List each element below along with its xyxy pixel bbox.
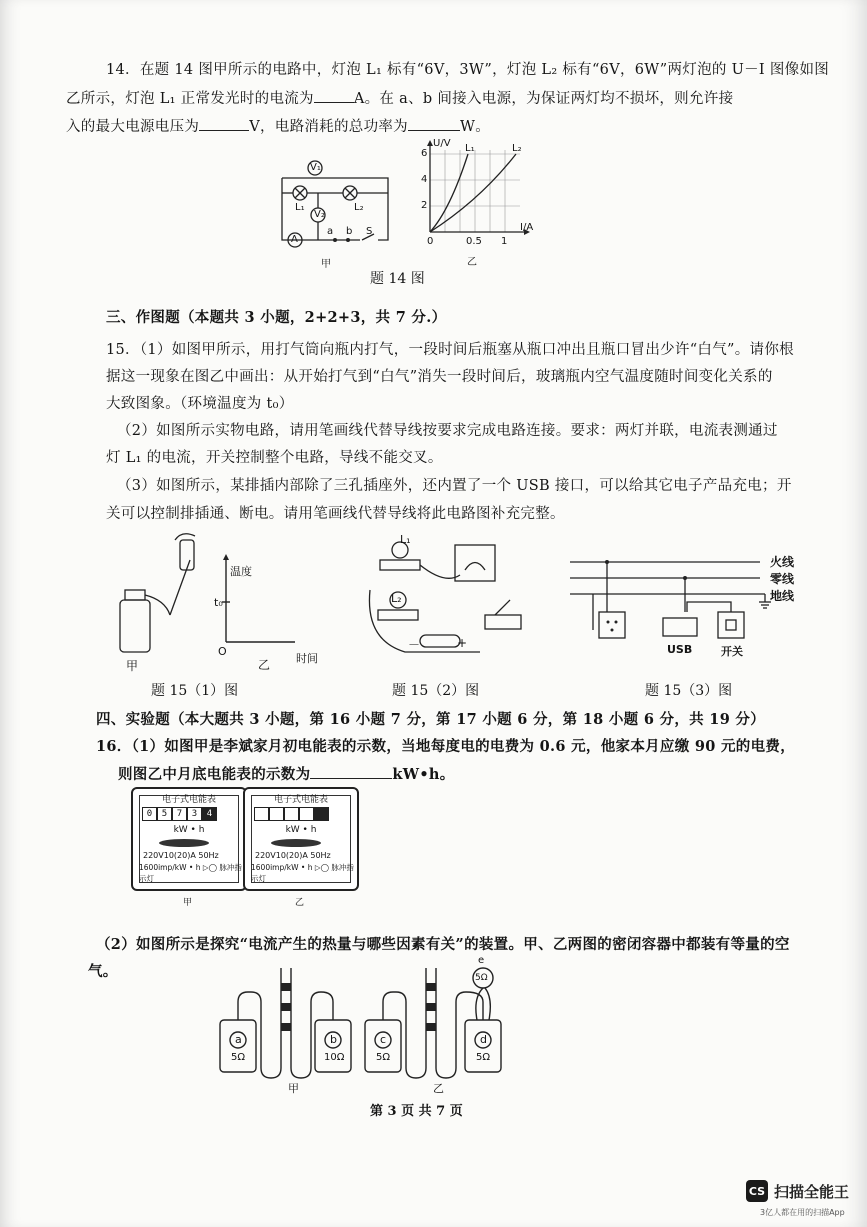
- meter-yi-disc-icon: [271, 839, 321, 847]
- q16-1-line2: [118, 763, 455, 784]
- q14-line2: [66, 87, 733, 108]
- fig15-1-jia: 甲: [126, 659, 139, 673]
- camscanner-slogan: 3亿人都在用的扫描App: [760, 1208, 845, 1217]
- container-b-label: b: [330, 1033, 337, 1046]
- meter-jia-digit-4: 3: [187, 807, 202, 821]
- container-d-label: d: [480, 1033, 487, 1046]
- meter-jia-digit-5: 4: [202, 807, 217, 821]
- q16-2-line2: 气。: [88, 963, 118, 980]
- graph-xtick-0: 0: [427, 236, 434, 247]
- q14-line1: 14．在题 14 图甲所示的电路中，灯泡 L₁ 标有“6V，3W”，灯泡 L₂ 标有“6V，6W”两灯泡的 U－I 图像如图: [106, 62, 830, 78]
- meter-jia-digit-2: 5: [157, 807, 172, 821]
- energy-meter-jia: [131, 787, 247, 891]
- fig15-2-plus: +: [457, 636, 468, 650]
- v2-label: V₂: [314, 209, 325, 220]
- live-wire-label: 火线: [770, 555, 795, 569]
- q14-ui-graph: [420, 140, 540, 250]
- section3-heading: 三、作图题（本题共 3 小题，2+2+3，共 7 分.）: [106, 309, 447, 326]
- q14-line3b: V，电路消耗的总功率为: [249, 119, 408, 135]
- fig15-2-l2: L₂: [391, 592, 402, 605]
- answer-blank-power[interactable]: [408, 116, 460, 131]
- meter-jia-digit-3: 7: [172, 807, 187, 821]
- q15-1-line1: 15．（1）如图甲所示，用打气筒向瓶内打气，一段时间后瓶塞从瓶口冲出且瓶口冒出少许“白气”。请你根: [106, 342, 794, 358]
- meter-jia-unit: kW • h: [173, 825, 205, 835]
- q14-circuit-diagram: [270, 150, 390, 265]
- fig15-1-t0-label: t₀: [214, 596, 223, 609]
- q14-line3c: W。: [459, 119, 490, 135]
- q14-figure-caption: 题 14 图: [370, 271, 425, 287]
- graph-ytick-2: 2: [421, 200, 428, 211]
- graph-xtick-05: 0.5: [466, 236, 482, 247]
- q14-line3a: 入的最大电源电压为: [66, 119, 200, 135]
- container-a-label: a: [235, 1033, 242, 1046]
- meter-jia-spec2: 1600imp/kW • h ▷◯ 脉冲指示灯: [139, 863, 242, 883]
- l2-label: L₂: [354, 202, 364, 213]
- meter-jia-spec: 220V10(20)A 50Hz: [143, 851, 219, 860]
- terminal-b-label: b: [346, 226, 353, 237]
- energy-meter-yi: [243, 787, 359, 891]
- graph-xlabel: I/A: [520, 222, 534, 233]
- fig15-2-minus: －: [408, 638, 421, 652]
- q16-1-line1: 16．（1）如图甲是李斌家月初电能表的示数，当地每度电的电费为 0.6 元，他家本月应缴 90 元的电费，: [96, 738, 796, 755]
- q16-2-line1: （2）如图所示是探究“电流产生的热量与哪些因素有关”的装置。甲、乙两图的密闭容器中都装有等量的空: [96, 936, 790, 953]
- resistor-c-value: 5Ω: [376, 1052, 391, 1063]
- fig15-1-yi: 乙: [258, 658, 271, 672]
- meter-yi-title: 电子式电能表: [273, 795, 328, 805]
- q15-2-line2: 灯 L₁ 的电流，开关控制整个电路，导线不能交叉。: [106, 450, 443, 466]
- meter-yi-digit-4: [299, 807, 314, 821]
- terminal-a-label: a: [327, 226, 334, 237]
- fig15-3-caption: 题 15（3）图: [645, 683, 733, 699]
- graph-ytick-4: 4: [421, 174, 428, 185]
- switch-s-label: S: [366, 226, 373, 237]
- v1-label: V₁: [310, 162, 321, 173]
- q16-1-line2a: 则图乙中月底电能表的示数为: [118, 766, 311, 783]
- page-number: 第 3 页 共 7 页: [370, 1104, 463, 1119]
- meter-jia-title: 电子式电能表: [161, 795, 216, 805]
- camscanner-logo-text: 扫描全能王: [774, 1182, 850, 1201]
- l1-label: L₁: [295, 202, 305, 213]
- resistor-d-value: 5Ω: [476, 1052, 491, 1063]
- graph-ylabel: U/V: [433, 138, 451, 149]
- meter-yi-caption: 乙: [295, 898, 305, 908]
- answer-blank-voltage[interactable]: [199, 116, 249, 131]
- circuit-caption: 甲: [321, 259, 331, 270]
- ground-wire-label: 地线: [770, 589, 795, 603]
- graph-caption: 乙: [467, 257, 477, 268]
- usb-label: USB: [667, 643, 693, 656]
- fig15-1-temp-label: 温度: [230, 565, 252, 578]
- resistor-b-value: 10Ω: [324, 1052, 345, 1063]
- meter-jia-caption: 甲: [183, 898, 193, 908]
- q16-1-line2c: kW•h。: [392, 766, 455, 783]
- meter-yi-digit-3: [284, 807, 299, 821]
- graph-ytick-6: 6: [421, 148, 428, 159]
- meter-yi-digits: [254, 807, 329, 821]
- fig15-1-caption: 题 15（1）图: [151, 683, 239, 699]
- fig15-2-drawing: [360, 530, 540, 670]
- apparatus-yi-caption: 乙: [433, 1082, 444, 1095]
- q15-3-line1: （3）如图所示，某排插内部除了三孔插座外，还内置了一个 USB 接口，可以给其它电子产品充电；开: [117, 478, 792, 494]
- fig15-1-time-label: 时间: [296, 652, 318, 665]
- meter-jia-disc-icon: [159, 839, 209, 847]
- container-c-label: c: [380, 1033, 387, 1046]
- apparatus-jia-caption: 甲: [288, 1082, 299, 1095]
- q14-line2b: A。在 a、b 间接入电源，为保证两灯均不损坏，则允许接: [353, 91, 734, 107]
- answer-blank-current[interactable]: [314, 88, 354, 103]
- q15-1-line2: 据这一现象在图乙中画出：从开始打气到“白气”消失一段时间后，玻璃瓶内空气温度随时间变化关系的: [106, 369, 773, 385]
- answer-blank-meter-reading[interactable]: [310, 764, 392, 779]
- meter-jia-digit-1: 0: [142, 807, 157, 821]
- resistor-e-label: e: [478, 955, 485, 966]
- q14-line2a: 乙所示，灯泡 L₁ 正常发光时的电流为: [66, 91, 314, 107]
- q14-line3: [66, 115, 490, 136]
- section4-heading: 四、实验题（本大题共 3 小题，第 16 小题 7 分，第 17 小题 6 分，第 18 小题 6 分，共 19 分）: [96, 711, 766, 728]
- switch-label: 开关: [721, 645, 743, 658]
- resistor-a-value: 5Ω: [231, 1052, 246, 1063]
- neutral-wire-label: 零线: [770, 572, 795, 586]
- ammeter-label: A: [291, 234, 298, 245]
- fig15-1-origin: O: [218, 645, 227, 658]
- meter-yi-digit-1: [254, 807, 269, 821]
- resistor-e-value: 5Ω: [475, 973, 488, 983]
- meter-yi-unit: kW • h: [285, 825, 317, 835]
- q15-3-line2: 关可以控制排插通、断电。请用笔画线代替导线将此电路图补充完整。: [106, 506, 565, 522]
- graph-l2-label: L₂: [512, 143, 522, 154]
- meter-yi-digit-2: [269, 807, 284, 821]
- camscanner-logo-icon: CS: [746, 1180, 768, 1202]
- q15-2-line1: （2）如图所示实物电路，请用笔画线代替导线按要求完成电路连接。要求：两灯并联，电流表测通过: [117, 423, 778, 439]
- fig15-2-l1: L₁: [400, 533, 411, 546]
- graph-l1-label: L₁: [465, 143, 475, 154]
- q15-1-line3: 大致图象。（环境温度为 t₀）: [106, 396, 294, 412]
- meter-yi-spec: 220V10(20)A 50Hz: [255, 851, 331, 860]
- graph-xtick-1: 1: [501, 236, 508, 247]
- meter-yi-digit-5: [314, 807, 329, 821]
- meter-yi-spec2: 1600imp/kW • h ▷◯ 脉冲指示灯: [251, 863, 354, 883]
- meter-jia-digits: [142, 807, 217, 821]
- fig15-2-caption: 题 15（2）图: [392, 683, 480, 699]
- camscanner-watermark: [746, 1180, 849, 1202]
